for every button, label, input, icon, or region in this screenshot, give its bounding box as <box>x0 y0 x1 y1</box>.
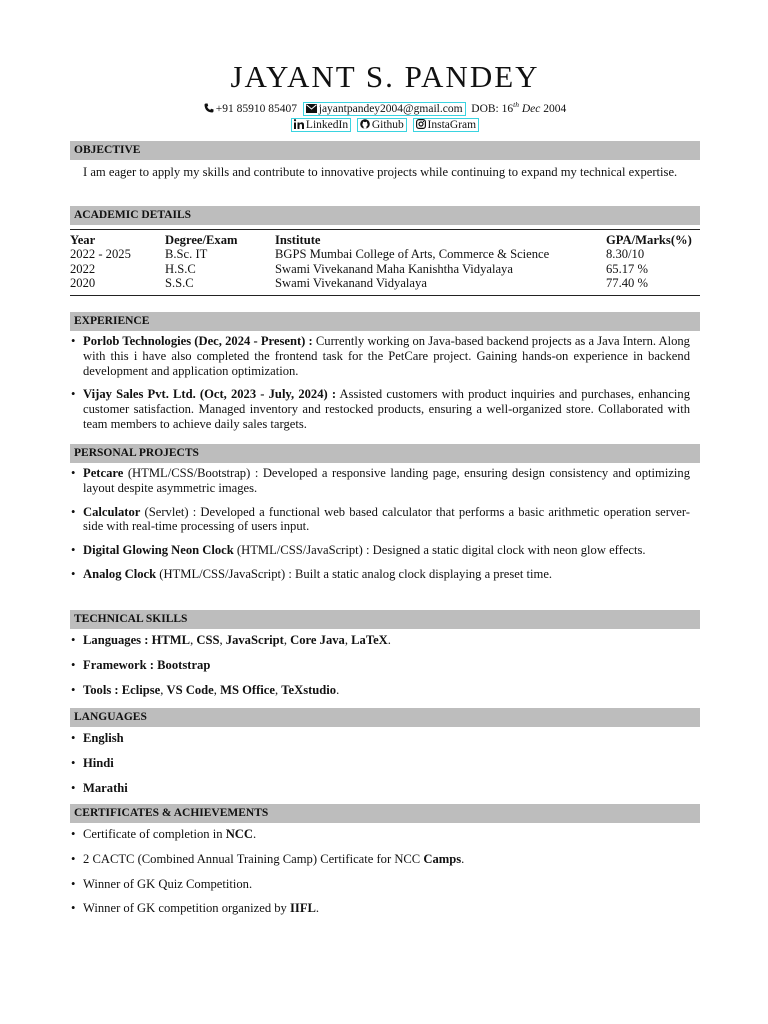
project-title: Digital Glowing Neon Clock <box>83 543 234 558</box>
degree-cell: S.S.C <box>165 276 194 291</box>
github-icon <box>360 118 370 134</box>
project-title: Analog Clock <box>83 566 157 581</box>
dob-year: 2004 <box>543 103 567 115</box>
certificate-highlight: IIFL <box>290 901 316 916</box>
dob-day: DOB: 16 <box>471 103 514 115</box>
skill-label: Languages : <box>83 633 149 647</box>
degree-cell: H.S.C <box>165 261 196 276</box>
year-cell: 2020 <box>70 276 96 291</box>
languages-list <box>70 731 690 795</box>
list-item: • Languages : HTML, CSS, JavaScript, Core Java, LaTeX. <box>70 633 690 648</box>
experience-title: Vijay Sales Pvt. Ltd. (Oct, 2023 - July, 2024) : <box>83 387 337 402</box>
skill-value: LaTeX <box>351 633 388 647</box>
skill-value: TeXstudio <box>281 682 337 697</box>
list-item <box>70 852 690 867</box>
marks-cell: 65.17 % <box>606 261 648 276</box>
column-header: GPA/Marks(%) <box>606 233 692 247</box>
skill-value: MS Office <box>220 682 275 697</box>
certificate-text: Winner of GK competition organized by <box>83 901 291 916</box>
list-item <box>70 658 690 673</box>
linkedin-icon <box>294 118 304 134</box>
table-row <box>70 247 700 261</box>
list-item <box>70 731 690 746</box>
github-label: Github <box>371 119 404 131</box>
phone-number: +91 85910 85407 <box>215 103 297 115</box>
column-header: Degree/Exam <box>165 233 238 247</box>
marks-cell: 77.40 % <box>606 276 648 291</box>
experience-text: Currently working on Java-based backend projects as a Java Intern. Along with this i have also completed the frontend task for the PetCare project. Gaining hands-on experience in backend development and application optimization. <box>83 334 690 378</box>
section-header-skills: TECHNICAL SKILLS <box>70 610 700 629</box>
project-text: (HTML/CSS/Bootstrap) : Developed a responsive landing page, ensuring design consistency and optimizing layout despite asymmetric images. <box>83 466 690 495</box>
column-header: Year <box>70 233 96 247</box>
certificate-end: . <box>315 901 320 916</box>
project-title: Calculator <box>83 504 141 519</box>
section-header-projects: PERSONAL PROJECTS <box>70 444 700 463</box>
list-item <box>70 756 690 771</box>
language-name: Hindi <box>83 755 114 770</box>
section-header-experience: EXPERIENCE <box>70 312 700 331</box>
project-text: (Servlet) : Developed a functional web based calculator that performs a basic arithmetic operation server-side with real-time processing of users input. <box>83 504 690 534</box>
certificates-list <box>70 827 690 916</box>
language-name: English <box>83 731 124 745</box>
project-text: (HTML/CSS/JavaScript) : Designed a static digital clock with neon glow effects. <box>233 543 646 558</box>
certificate-text: 2 CACTC (Combined Annual Training Camp) Certificate for NCC <box>83 851 424 866</box>
institute-cell: Swami Vivekanand Vidyalaya <box>275 276 427 291</box>
year-cell: 2022 - 2025 <box>70 247 131 262</box>
skill-label: Framework : <box>83 657 154 672</box>
instagram-icon <box>416 118 426 134</box>
section-header-academic: ACADEMIC DETAILS <box>70 206 700 225</box>
experience-list <box>70 334 690 432</box>
language-name: Marathi <box>83 780 128 795</box>
list-item <box>70 827 690 842</box>
year-cell: 2022 <box>70 261 96 276</box>
envelope-icon <box>306 102 317 118</box>
list-item <box>70 387 690 431</box>
certificate-highlight: NCC <box>225 827 253 841</box>
project-text: (HTML/CSS/JavaScript) : Built a static analog clock displaying a preset time. <box>156 566 553 581</box>
candidate-name: JAYANT S. PANDEY <box>230 59 540 94</box>
email-link[interactable] <box>303 102 466 116</box>
dob <box>471 100 567 115</box>
marks-cell: 8.30/10 <box>606 247 645 262</box>
list-item <box>70 901 690 916</box>
skill-value: CSS <box>196 633 220 647</box>
skill-value: Core Java <box>290 633 345 647</box>
skill-value: Eclipse <box>121 682 161 697</box>
list-item <box>70 877 690 892</box>
project-title: Petcare <box>83 466 124 480</box>
section-header-certificates: CERTIFICATES & ACHIEVEMENTS <box>70 804 700 823</box>
instagram-label: InstaGram <box>427 119 477 131</box>
degree-cell: B.Sc. IT <box>165 247 208 262</box>
list-item: • Tools : Eclipse, VS Code, MS Office, TeXstudio. <box>70 683 690 698</box>
skill-value: HTML <box>151 633 191 647</box>
dob-month: Dec <box>521 103 541 115</box>
list-item <box>70 466 690 496</box>
table-row <box>70 276 700 290</box>
certificate-end: . <box>252 827 257 841</box>
skill-label: Tools : <box>83 682 119 697</box>
skill-value: Bootstrap <box>157 657 211 672</box>
certificate-highlight: Camps <box>423 851 462 866</box>
academic-bottom-rule <box>70 295 700 296</box>
column-header: Institute <box>275 233 321 247</box>
instagram-link[interactable] <box>413 118 480 132</box>
phone-icon <box>204 102 214 118</box>
email-address: jayantpandey2004@gmail.com <box>318 103 463 115</box>
section-header-languages: LANGUAGES <box>70 708 700 727</box>
academic-top-rule <box>70 229 700 230</box>
skill-value: VS Code <box>166 682 214 697</box>
linkedin-link[interactable] <box>291 118 351 132</box>
objective-text: I am eager to apply my skills and contribute to innovative projects while continuing to expand my technical expertise. <box>83 165 678 179</box>
academic-header-row <box>70 233 700 247</box>
github-link[interactable] <box>357 118 407 132</box>
certificate-end: . <box>461 851 465 866</box>
social-links <box>70 117 700 134</box>
list-item <box>70 567 690 582</box>
institute-cell: Swami Vivekanand Maha Kanishtha Vidyalaya <box>275 261 513 276</box>
experience-text: Assisted customers with product inquiries and purchases, enhancing customer satisfaction. Managed inventory and restocked products, ensuring a well-organized store. Collaborated with team members to achieve daily sales targets. <box>83 387 691 431</box>
academic-table <box>70 233 700 291</box>
section-header-objective: OBJECTIVE <box>70 141 700 160</box>
list-item <box>70 781 690 796</box>
certificate-text: Certificate of completion in <box>83 827 226 841</box>
certificate-text: Winner of GK Quiz Competition. <box>83 876 253 891</box>
projects-list <box>70 466 690 582</box>
contact-line <box>70 97 700 118</box>
institute-cell: BGPS Mumbai College of Arts, Commerce & Science <box>275 247 550 262</box>
skills-list <box>70 633 690 697</box>
list-item <box>70 505 690 535</box>
list-item <box>70 543 690 558</box>
list-item <box>70 334 690 378</box>
skill-value: JavaScript <box>225 633 284 647</box>
experience-title: Porlob Technologies (Dec, 2024 - Present) : <box>83 334 313 348</box>
table-row <box>70 262 700 276</box>
linkedin-label: LinkedIn <box>305 119 349 131</box>
dob-suffix: th <box>513 100 519 109</box>
